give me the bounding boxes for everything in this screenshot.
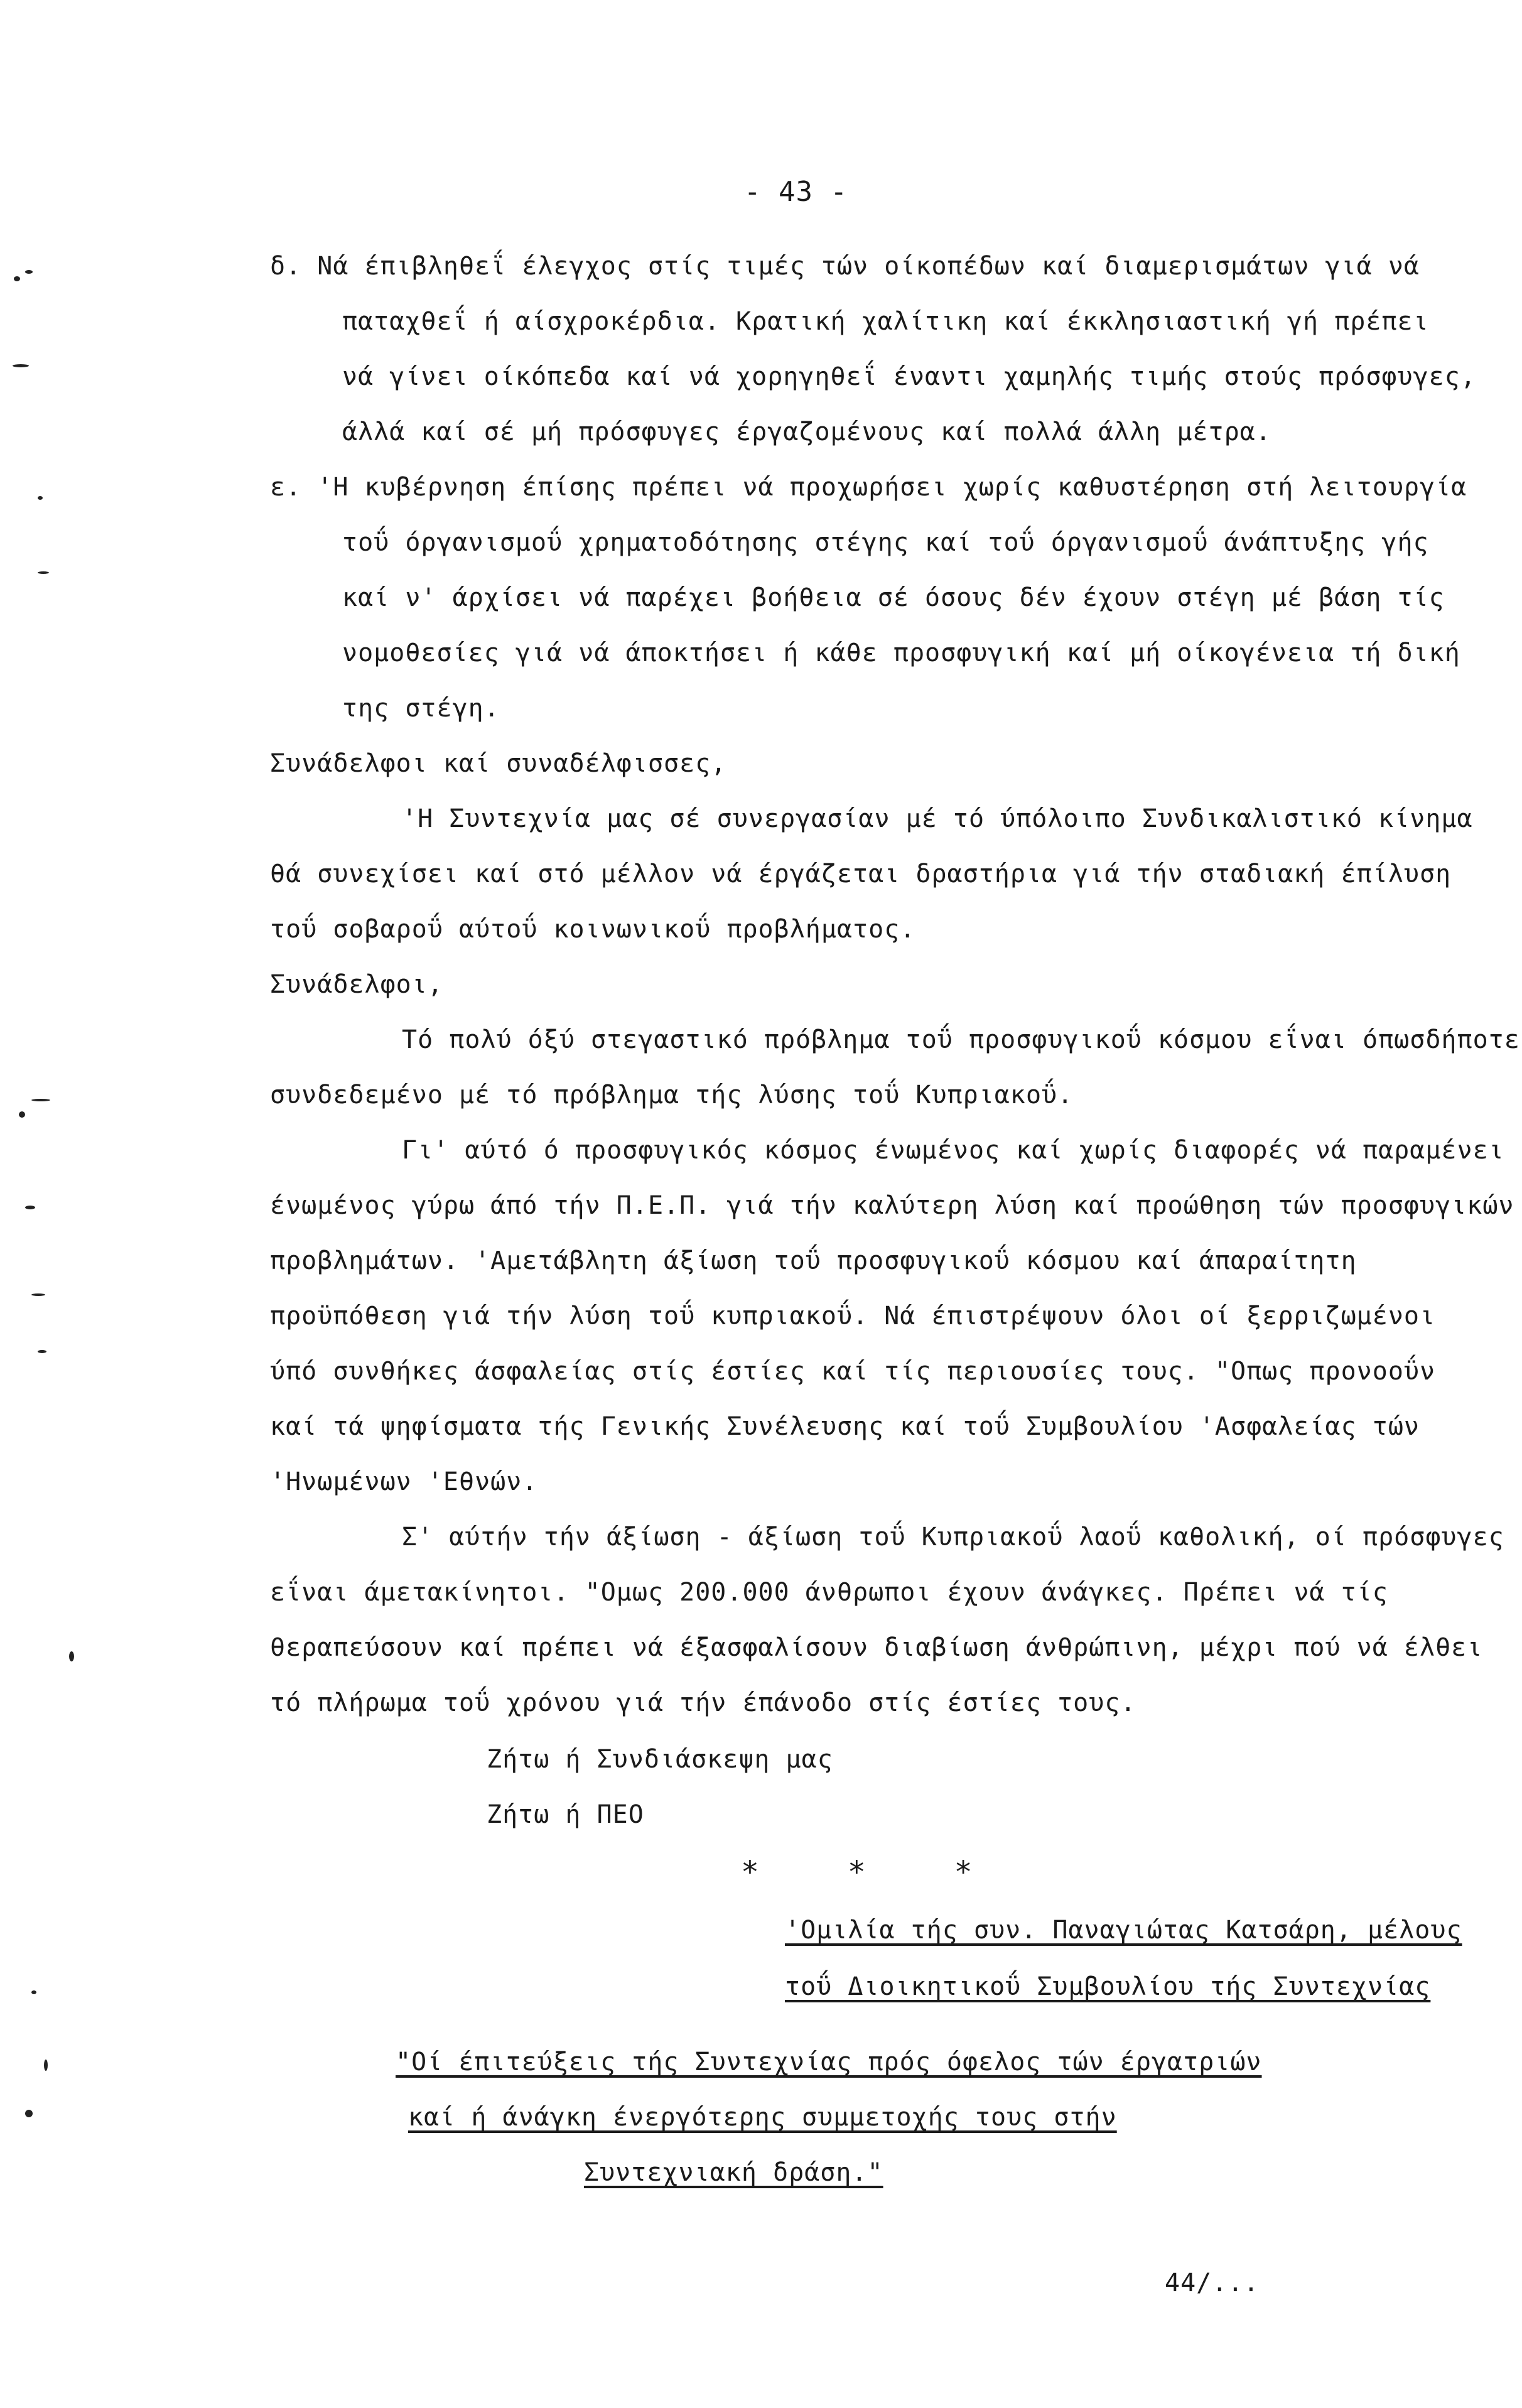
body-line: ένωμένος γύρω άπό τήν Π.Ε.Π. γιά τήν καλύτερη λύση καί προώθηση τών προσφυγικών [270, 1191, 1514, 1220]
closing-line: Ζήτω ή ΠΕΟ [487, 1800, 644, 1829]
scan-speck [31, 1099, 50, 1101]
scan-speck [38, 1350, 46, 1353]
speech-title-line: Συντεχνιακή δράση." [584, 2158, 883, 2187]
speech-title-line: καί ή άνάγκη ένεργότερης συμμετοχής τους στήν [408, 2103, 1117, 2132]
scan-speck [14, 276, 20, 281]
page-number: - 43 - [744, 176, 848, 208]
next-page-marker: 44/... [1165, 2269, 1260, 2297]
speech-title-line: "Οί έπιτεύξεις τής Συντεχνίας πρός όφελος τών έργατριών [396, 2048, 1262, 2076]
body-line: προβλημάτων. 'Αμετάβλητη άξίωση τοΰ προσφυγικοΰ κόσμου καί άπαραίτητη [270, 1246, 1357, 1275]
body-line: τοΰ όργανισμοΰ χρηματοδότησης στέγης καί τοΰ όργανισμοΰ άνάπτυξης γής [342, 528, 1429, 557]
body-line: προϋπόθεση γιά τήν λύση τοΰ κυπριακοΰ. Νά έπιστρέψουν όλοι οί ξερριζωμένοι [270, 1302, 1436, 1331]
scan-speck [13, 364, 29, 367]
body-line: Τό πολύ όξύ στεγαστικό πρόβλημα τοΰ προσφυγικοΰ κόσμου εΐναι όπωσδήποτε [402, 1025, 1520, 1054]
speech-caption-line: τοΰ Διοικητικοΰ Συμβουλίου τής Συντεχνίας [785, 1972, 1431, 2001]
body-line: νομοθεσίες γιά νά άποκτήσει ή κάθε προσφυγική καί μή οίκογένεια τή δική [342, 639, 1460, 667]
scan-speck [25, 2110, 33, 2117]
body-line: 'Η Συντεχνία μας σέ συνεργασίαν μέ τό ύπόλοιπο Συνδικαλιστικό κίνημα [402, 804, 1473, 833]
body-line: ύπό συνθήκες άσφαλείας στίς έστίες καί τίς περιουσίες τους. "Οπως προνοοΰν [270, 1357, 1436, 1386]
body-line: ε. 'Η κυβέρνηση έπίσης πρέπει νά προχωρήσει χωρίς καθυστέρηση στή λειτουργία [270, 473, 1467, 502]
body-line: εΐναι άμετακίνητοι. "Ομως 200.000 άνθρωποι έχουν άνάγκες. Πρέπει νά τίς [270, 1578, 1388, 1607]
scan-speck [19, 1111, 25, 1118]
body-line: τό πλήρωμα τοΰ χρόνου γιά τήν έπάνοδο στίς έστίες τους. [270, 1688, 1136, 1717]
closing-line: Ζήτω ή Συνδιάσκεψη μας [487, 1745, 833, 1774]
body-line: νά γίνει οίκόπεδα καί νά χορηγηθεΐ έναντι χαμηλής τιμής στούς πρόσφυγες, [342, 362, 1476, 391]
body-line: της στέγη. [342, 694, 500, 723]
body-line: θά συνεχίσει καί στό μέλλον νά έργάζεται δραστήρια γιά τήν σταδιακή έπίλυση [270, 860, 1452, 888]
body-line: καί τά ψηφίσματα τής Γενικής Συνέλευσης καί τοΰ Συμβουλίου 'Ασφαλείας τών [270, 1412, 1420, 1441]
body-line: 'Ηνωμένων 'Εθνών. [270, 1467, 538, 1496]
body-line: παταχθεΐ ή αίσχροκέρδια. Κρατική χαλίτικη καί έκκλησιαστική γή πρέπει [342, 307, 1429, 336]
body-line: Συνάδελφοι καί συναδέλφισσες, [270, 749, 727, 778]
body-line: συνδεδεμένο μέ τό πρόβλημα τής λύσης τοΰ Κυπριακοΰ. [270, 1081, 1074, 1110]
body-line: δ. Νά έπιβληθεΐ έλεγχος στίς τιμές τών οίκοπέδων καί διαμερισμάτων γιά νά [270, 252, 1420, 281]
scan-speck [31, 1990, 36, 1994]
body-line: Σ' αύτήν τήν άξίωση - άξίωση τοΰ Κυπριακοΰ λαοΰ καθολική, οί πρόσφυγες [402, 1523, 1504, 1552]
scan-speck [69, 1651, 74, 1661]
separator-star: * [741, 1855, 760, 1890]
body-line: άλλά καί σέ μή πρόσφυγες έργαζομένους καί πολλά άλλη μέτρα. [342, 418, 1271, 446]
speech-caption-line: 'Ομιλία τής συν. Παναγιώτας Κατσάρη, μέλους [785, 1916, 1462, 1945]
scan-speck [38, 496, 43, 500]
scan-speck [25, 1206, 35, 1209]
body-line: θεραπεύσουν καί πρέπει νά έξασφαλίσουν διαβίωση άνθρώπινη, μέχρι πού νά έλθει [270, 1633, 1483, 1662]
scan-speck [44, 2060, 48, 2071]
body-line: Συνάδελφοι, [270, 970, 443, 999]
scan-speck [31, 1293, 45, 1296]
scan-speck [25, 270, 33, 274]
separator-star: * [847, 1855, 866, 1890]
scan-speck [38, 571, 49, 574]
separator-star: * [954, 1855, 973, 1890]
body-line: τοΰ σοβαροΰ αύτοΰ κοινωνικοΰ προβλήματος. [270, 915, 916, 944]
body-line: καί ν' άρχίσει νά παρέχει βοήθεια σέ όσους δέν έχουν στέγη μέ βάση τίς [342, 583, 1445, 612]
body-line: Γι' αύτό ό προσφυγικός κόσμος ένωμένος καί χωρίς διαφορές νά παραμένει [402, 1136, 1504, 1165]
section-separator [741, 1855, 1042, 1890]
